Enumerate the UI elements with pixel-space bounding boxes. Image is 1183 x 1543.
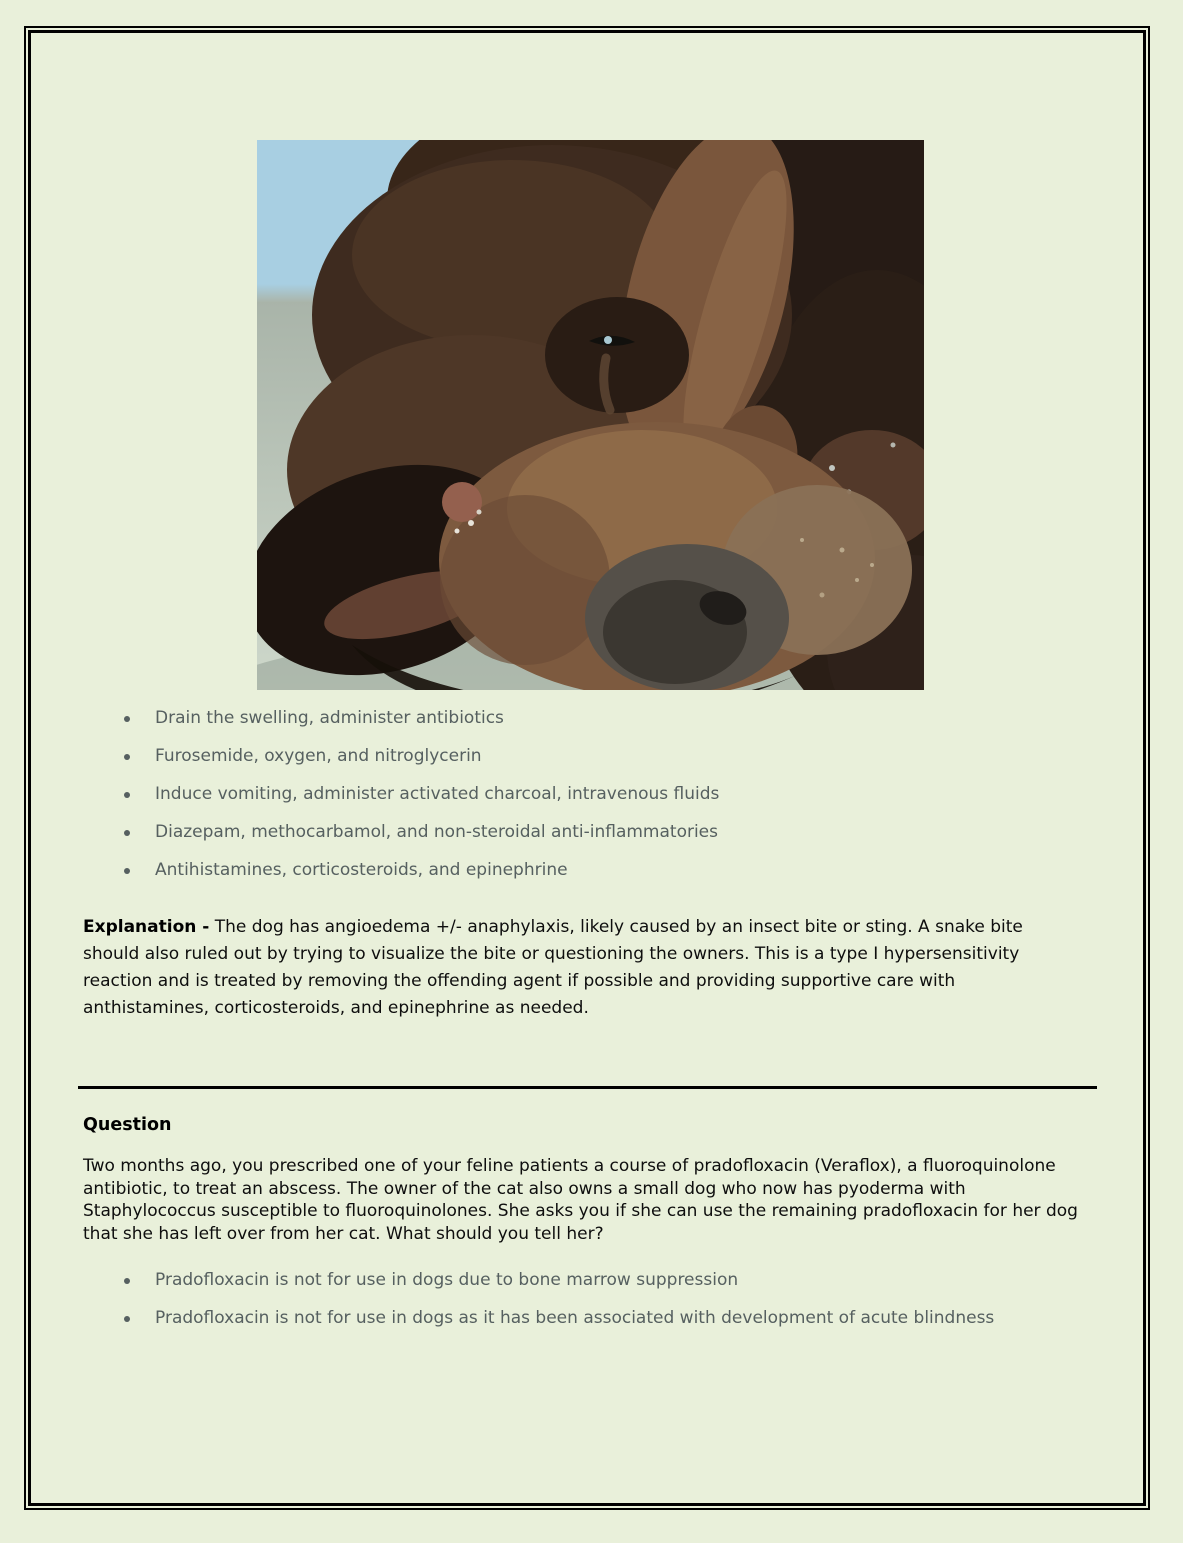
bullet-icon — [124, 868, 130, 874]
answer-option[interactable] — [123, 1263, 1023, 1298]
bullet-icon — [124, 754, 130, 760]
section-divider — [78, 1086, 1097, 1089]
answer-option[interactable] — [123, 739, 1097, 774]
answer-option-label: Diazepam, methocarbamol, and non-steroidal anti-inflammatories — [155, 822, 719, 842]
bullet-icon — [124, 716, 130, 722]
explanation-text: The dog has angioedema +/- anaphylaxis, likely caused by an insect bite or sting. A snake bite should also ruled out by trying to visualize the bite or questioning the owners. This is a type I hypersensitivity reaction and is treated by removing the offending agent if possible and providing supportive care with anthistamines, corticosteroids, and epinephrine as needed. — [83, 917, 1023, 1018]
question-heading: Question — [83, 1115, 172, 1135]
answer-option-label: Drain the swelling, administer antibiotics — [155, 708, 504, 728]
answer-option-label: Induce vomiting, administer activated charcoal, intravenous fluids — [155, 784, 720, 804]
answer-option-label: Furosemide, oxygen, and nitroglycerin — [155, 746, 482, 766]
explanation-paragraph — [83, 914, 1073, 1022]
dog-eye — [545, 297, 689, 413]
previous-answer-options — [123, 701, 1097, 888]
page-content — [28, 30, 1146, 1506]
question-text: Two months ago, you prescribed one of your feline patients a course of pradofloxacin (Veraflox), a fluoroquinolone antibiotic, to treat an abscess. The owner of the cat also owns a small dog who now has pyoderma with Staphylococcus susceptible to fluoroquinolones. She asks you if she can use the remaining pradofloxacin for her dog that she has left over from her cat. What should you tell her? — [83, 1156, 1078, 1244]
answer-option[interactable] — [123, 853, 1097, 888]
answer-option[interactable] — [123, 815, 1097, 850]
answer-option[interactable] — [123, 701, 1097, 736]
dog-photo-illustration — [257, 140, 924, 690]
answer-option-label: Pradofloxacin is not for use in dogs as it has been associated with development of acute blindness — [155, 1308, 995, 1328]
bullet-icon — [124, 792, 130, 798]
dog-photo — [257, 140, 924, 690]
answer-option-label: Antihistamines, corticosteroids, and epinephrine — [155, 860, 568, 880]
bullet-icon — [124, 830, 130, 836]
answer-option-label: Pradofloxacin is not for use in dogs due to bone marrow suppression — [155, 1270, 739, 1290]
question-answer-options — [123, 1263, 1023, 1336]
answer-option[interactable] — [123, 1301, 1023, 1336]
bullet-icon — [124, 1316, 130, 1322]
dog-nose — [585, 544, 789, 690]
bullet-icon — [124, 1278, 130, 1284]
answer-option[interactable] — [123, 777, 1097, 812]
explanation-label: Explanation - — [83, 917, 210, 937]
page-frame — [24, 26, 1150, 1510]
